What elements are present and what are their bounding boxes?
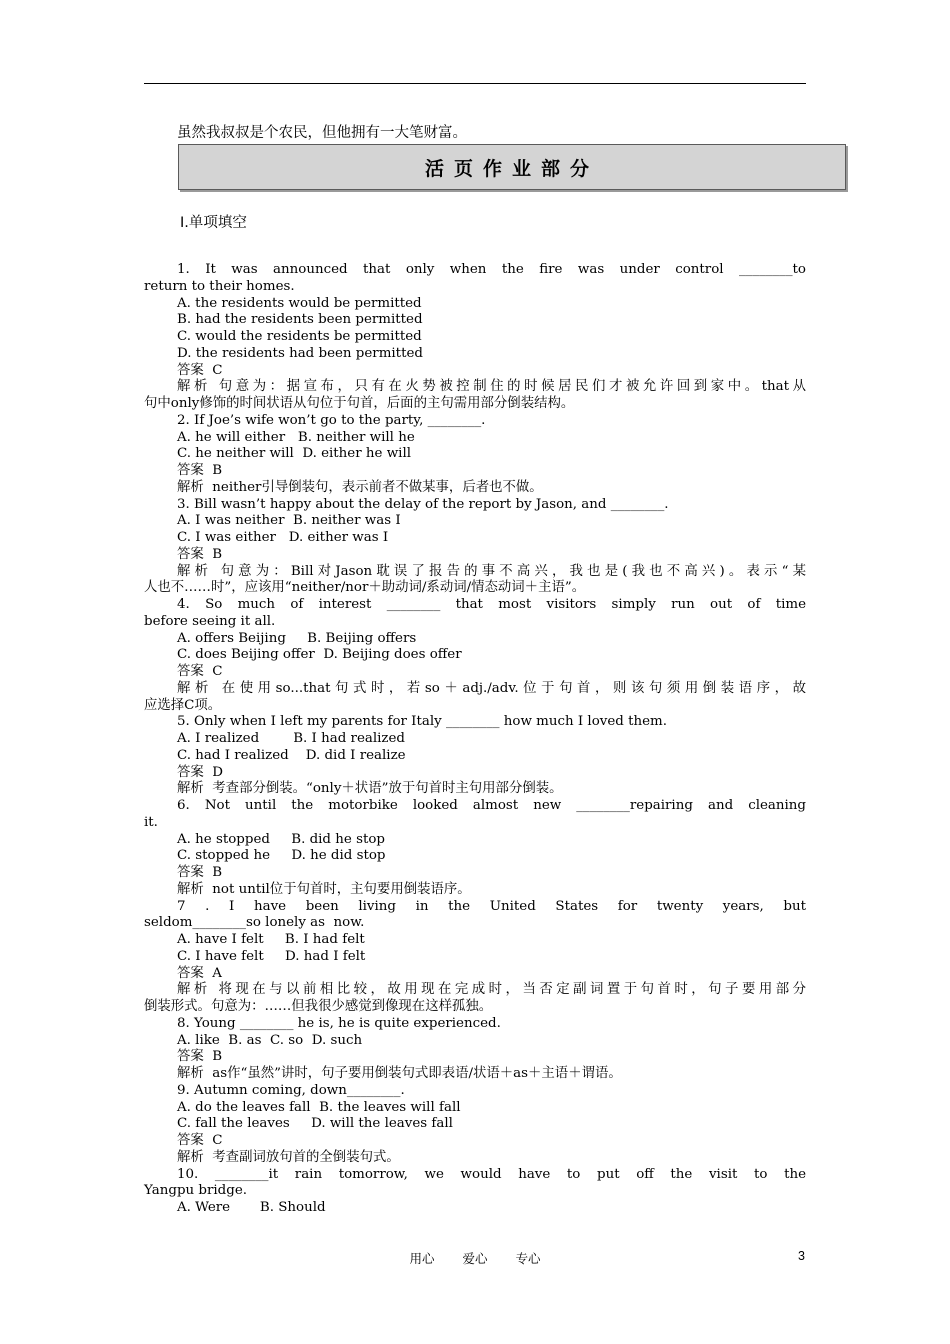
text-line: C. fall the leaves D. will the leaves fall [177, 1116, 453, 1132]
text-line: Yangpu bridge. [144, 1183, 248, 1199]
text-line: 7 . I have been living in the United States for twenty years, but [177, 898, 806, 914]
text-line: C. he neither will D. either he will [177, 446, 412, 462]
text-line: 答案 D [177, 764, 224, 780]
text-line: 4. So much of interest ________ that most visitors simply run out of time [177, 597, 806, 612]
text-line: before seeing it all. [144, 613, 276, 629]
text-line: 答案 B [177, 463, 223, 478]
text-line: 答案 C [177, 664, 223, 679]
text-line: 解析 在使用so...that句式时，若so＋adj./adv.位于句首，则该句须用倒装语序，故 [177, 680, 806, 696]
text-line: 1. It was announced that only when the fire was under control ________to [177, 262, 806, 277]
text-line: 句中only修饰的时间状语从句位于句首，后面的主句需用部分倒装结构。 [144, 396, 575, 411]
text-line: C. stopped he D. he did stop [177, 848, 386, 864]
text-line: 倒装形式。句意为：……但我很少感觉到像现在这样孤独。 [144, 999, 493, 1014]
text-line: B. had the residents been permitted [177, 312, 423, 328]
text-line: 答案 B [177, 546, 223, 562]
text-line: A. like B. as C. so D. such [177, 1032, 363, 1048]
text-line: return to their homes. [144, 278, 295, 294]
text-line: C. had I realized D. did I realize [177, 747, 406, 763]
banner-title: 活页作业部分 [424, 157, 599, 180]
text-line: A. the residents would be permitted [177, 295, 422, 311]
text-line: it. [144, 814, 158, 830]
text-line: A. Were B. Should [177, 1200, 326, 1215]
section-title: Ⅰ.单项填空 [180, 215, 247, 231]
text-line: 解析 not until位于句首时，主句要用倒装语序。 [177, 881, 471, 897]
text-line: 答案 B [177, 1049, 223, 1065]
text-line: 答案 C [177, 362, 223, 378]
text-line: A. I was neither B. neither was I [177, 513, 401, 529]
intro-sentence: 虽然我叔叔是个农民，但他拥有一大笔财富。 [177, 125, 467, 141]
text-line: C. does Beijing offer D. Beijing does offer [177, 647, 462, 663]
text-line: 解析 neither引导倒装句，表示前者不做某事，后者也不做。 [177, 479, 543, 495]
footer-word: 爱心 [462, 1251, 488, 1266]
text-line: 解析 将现在与以前相比较，故用现在完成时，当否定副词置于句首时，句子要用部分 [177, 982, 806, 998]
text-line: 应选择C项。 [144, 697, 222, 713]
text-line: 解析 考查副词放句首的全倒装句式。 [177, 1149, 400, 1165]
text-line: 答案 B [177, 865, 223, 880]
text-line: 3. Bill wasn’t happy about the delay of the report by Jason, and ________. [177, 496, 669, 512]
text-line: 解析 考查部分倒装。“only＋状语”放于句首时主句用部分倒装。 [177, 781, 563, 797]
header-rule [144, 83, 806, 84]
text-line: 8. Young ________ he is, he is quite experienced. [177, 1015, 501, 1031]
text-line: 解析 句意为：Bill对Jason耽误了报告的事不高兴，我也是(我也不高兴)。表示“某 [177, 563, 806, 579]
text-line: 解析 句意为：据宣布，只有在火势被控制住的时候居民们才被允许回到家中。that从 [177, 379, 806, 395]
text-line: 答案 C [177, 1133, 223, 1148]
text-line: seldom________so lonely as now. [144, 915, 365, 931]
footer-word: 专心 [515, 1251, 541, 1266]
text-line: C. I was either D. either was I [177, 530, 389, 545]
footer-word: 用心 [409, 1251, 435, 1266]
text-line: D. the residents had been permitted [177, 345, 423, 361]
text-line: 5. Only when I left my parents for Italy ________ how much I loved them. [177, 714, 667, 730]
text-line: C. I have felt D. had I felt [177, 948, 366, 964]
text-line: A. he stopped B. did he stop [177, 831, 385, 847]
text-line: C. would the residents be permitted [177, 329, 422, 344]
text-line: A. I realized B. I had realized [177, 731, 405, 746]
section-banner [178, 144, 846, 190]
text-line: 6. Not until the motorbike looked almost new ________repairing and cleaning [177, 798, 806, 813]
text-line: A. do the leaves fall B. the leaves will fall [177, 1099, 461, 1115]
text-line: 9. Autumn coming, down________. [177, 1082, 405, 1098]
text-line: 解析 as作“虽然”讲时，句子要用倒装句式即表语/状语＋as＋主语＋谓语。 [177, 1066, 622, 1081]
text-line: A. offers Beijing B. Beijing offers [177, 630, 417, 646]
text-line: A. he will either B. neither will he [177, 429, 415, 445]
text-line: 2. If Joe’s wife won’t go to the party, ________. [177, 412, 486, 428]
text-line: 10. ________it rain tomorrow, we would have to put off the visit to the [177, 1166, 806, 1182]
text-line: 人也不……时”，应该用“neither/nor＋助动词/系动词/情态动词＋主语”。 [144, 580, 586, 596]
text-line: A. have I felt B. I had felt [177, 932, 365, 947]
exercise-body [144, 262, 806, 1217]
text-line: 答案 A [177, 965, 222, 981]
page-number: 3 [798, 1249, 805, 1263]
page-footer [0, 1249, 950, 1267]
